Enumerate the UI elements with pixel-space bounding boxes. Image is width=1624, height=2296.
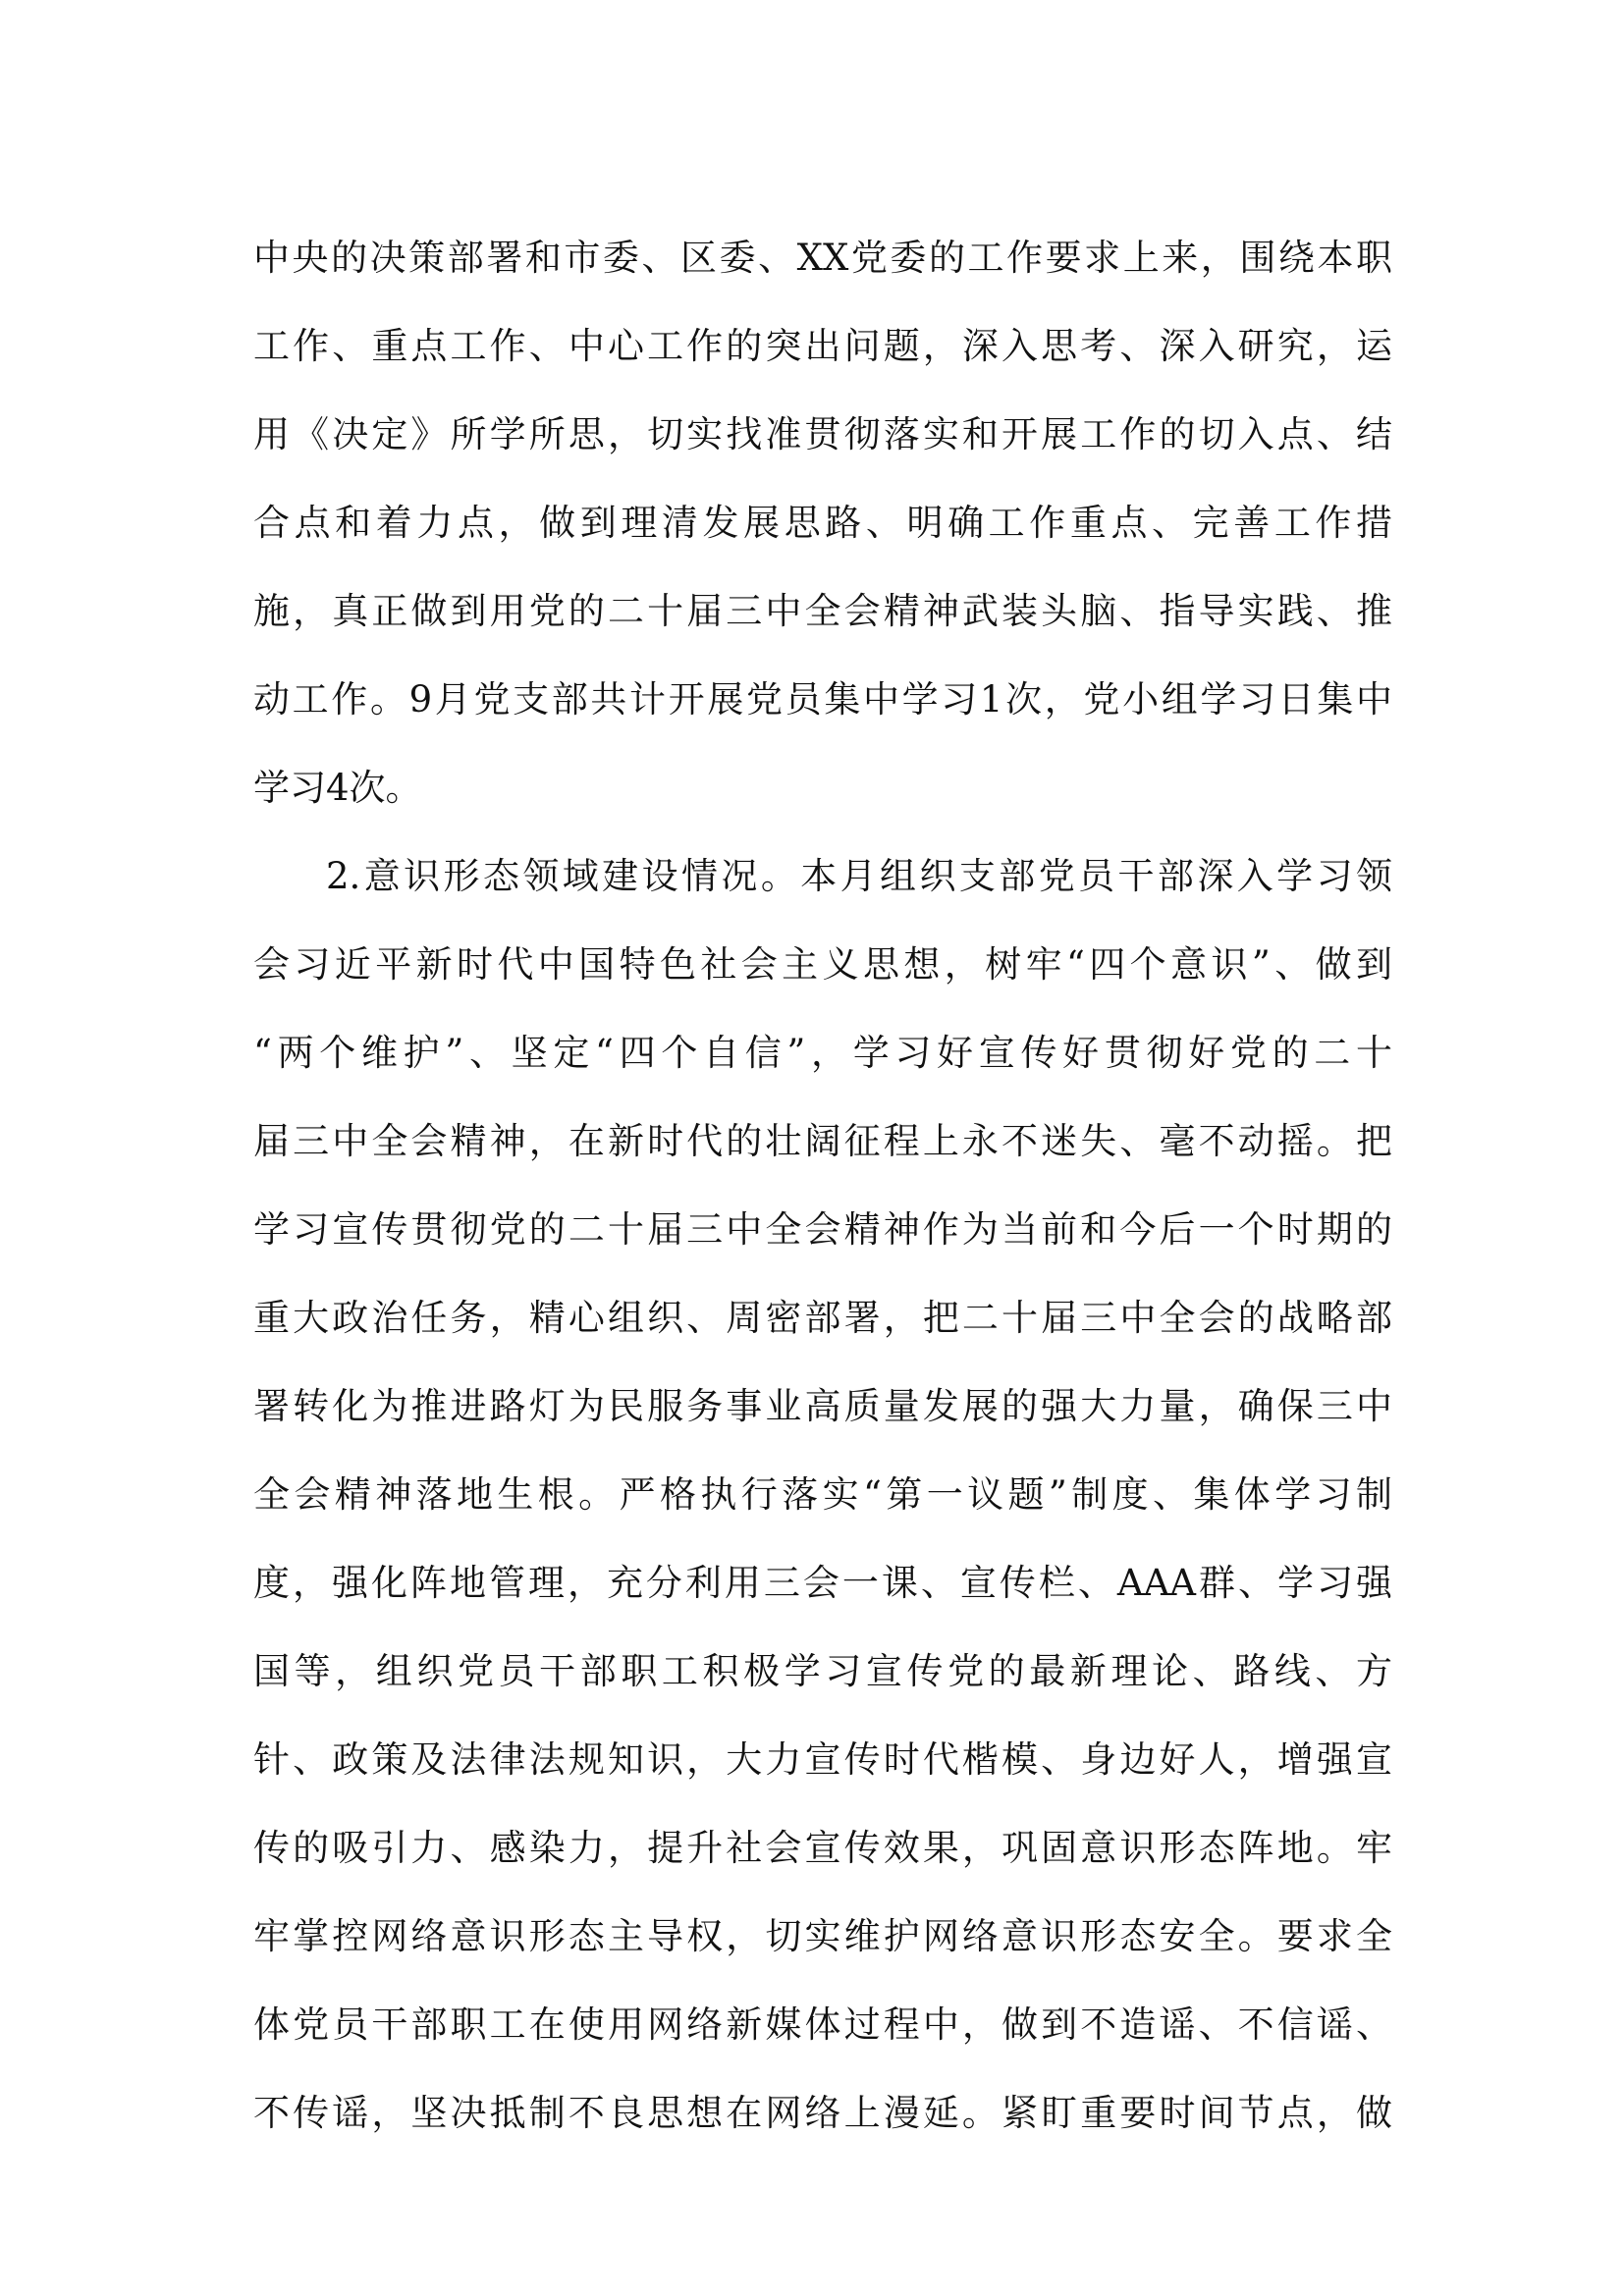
paragraph-2-line-15: 不传谣，坚决抵制不良思想在网络上漫延。紧盯重要时间节点，做 [253,2092,1392,2134]
paragraph-2-line-2: 会习近平新时代中国特色社会主义思想，树牢“四个意识”、做到 [253,943,1392,986]
paragraph-1-line-5: 施，真正做到用党的二十届三中全会精神武装头脑、指导实践、推 [253,590,1392,632]
paragraph-1-line-7: 学习4次。 [253,767,422,809]
paragraph-2-line-8: 全会精神落地生根。严格执行落实“第一议题”制度、集体学习制 [253,1473,1392,1516]
paragraph-2-line-3: “两个维护”、坚定“四个自信”，学习好宣传好贯彻好党的二十 [253,1032,1392,1074]
paragraph-2-line-5: 学习宣传贯彻党的二十届三中全会精神作为当前和今后一个时期的 [253,1208,1392,1251]
paragraph-2-line-13: 牢掌控网络意识形态主导权，切实维护网络意识形态安全。要求全 [253,1915,1392,1957]
paragraph-2-line-1: 2.意识形态领域建设情况。本月组织支部党员干部深入学习领 [326,855,1392,897]
paragraph-2-line-6: 重大政治任务，精心组织、周密部署，把二十届三中全会的战略部 [253,1297,1392,1339]
document-body [253,214,1392,2158]
paragraph-2-line-9: 度，强化阵地管理，充分利用三会一课、宣传栏、AAA群、学习强 [253,1562,1392,1604]
paragraph-2-line-4: 届三中全会精神，在新时代的壮阔征程上永不迷失、毫不动摇。把 [253,1120,1392,1162]
paragraph-1-line-4: 合点和着力点，做到理清发展思路、明确工作重点、完善工作措 [253,502,1392,544]
paragraph-1-line-3: 用《决定》所学所思，切实找准贯彻落实和开展工作的切入点、结 [253,413,1392,455]
paragraph-2-line-10: 国等，组织党员干部职工积极学习宣传党的最新理论、路线、方 [253,1650,1392,1692]
paragraph-2-line-7: 署转化为推进路灯为民服务事业高质量发展的强大力量，确保三中 [253,1385,1392,1427]
paragraph-2-line-11: 针、政策及法律法规知识，大力宣传时代楷模、身边好人，增强宣 [253,1738,1392,1781]
paragraph-2-line-12: 传的吸引力、感染力，提升社会宣传效果，巩固意识形态阵地。牢 [253,1827,1392,1869]
paragraph-1-line-2: 工作、重点工作、中心工作的突出问题，深入思考、深入研究，运 [253,325,1392,367]
paragraph-1-line-1: 中央的决策部署和市委、区委、XX党委的工作要求上来，围绕本职 [253,237,1392,279]
paragraph-2-line-14: 体党员干部职工在使用网络新媒体过程中，做到不造谣、不信谣、 [253,2003,1392,2046]
paragraph-1-line-6: 动工作。9月党支部共计开展党员集中学习1次，党小组学习日集中 [253,678,1392,721]
